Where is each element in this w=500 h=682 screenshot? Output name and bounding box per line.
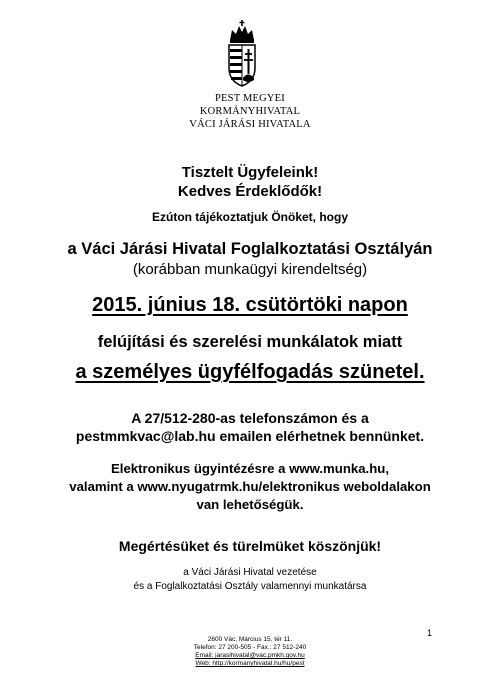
coat-of-arms-icon [222, 18, 262, 88]
footer-phone: Telefon: 27 200-505 - Fax.: 27 512-240 [193, 644, 307, 651]
online-line-2: valamint a www.nyugatrmk.hu/elektronikus weboldalakon [69, 479, 431, 494]
reason-line: felújítási és szerelési munkálatok miatt [97, 333, 403, 351]
page-number: 1 [427, 628, 433, 638]
institution-line-1: PEST MEGYEI [215, 93, 285, 104]
online-line-1: Elektronikus ügyintézésre a www.munka.hu, [111, 461, 389, 476]
intro-text: Ezúton tájékoztatjuk Önöket, hogy [151, 210, 348, 224]
signature [0, 566, 500, 594]
institution-line-3: VÁCI JÁRÁSI HIVATALA [189, 119, 311, 130]
online-line-3: van lehetőségük. [196, 497, 304, 512]
greeting-line-2: Kedves Érdeklődők! [177, 183, 323, 200]
online-info [0, 460, 500, 514]
footer-web: Web: http://kormanyhivatal.hu/hu/pest [195, 660, 305, 667]
contact-info [0, 409, 500, 445]
date-line: 2015. június 18. csütörtöki napon [92, 294, 408, 316]
contact-line-1: A 27/512-280-as telefonszámon és a [131, 410, 369, 426]
closure-line: a személyes ügyfélfogadás szünetel. [75, 361, 425, 383]
signature-line-2: és a Foglalkoztatási Osztály valamennyi munkatársa [133, 581, 367, 592]
office-name: a Váci Járási Hivatal Foglalkoztatási Osztályán [67, 240, 433, 258]
institution-line-2: KORMÁNYHIVATAL [199, 106, 301, 117]
office-former-name: (korábban munkaügyi kirendeltség) [132, 261, 368, 278]
footer-address: 2600 Vác, Március 15. tér 11. [207, 636, 293, 643]
footer-email: Email: jarasihivatal@vac.pmkh.gov.hu [195, 652, 305, 659]
signature-line-1: a Váci Járási Hivatal vezetése [183, 567, 317, 578]
greeting-line-1: Tisztelt Ügyfeleink! [181, 164, 319, 181]
contact-line-2: pestmmkvac@lab.hu emailen elérhetnek bennünket. [75, 428, 425, 444]
institution-name [0, 92, 500, 131]
thanks-line: Megértésüket és türelmüket köszönjük! [118, 538, 382, 554]
footer [0, 636, 500, 668]
greeting [0, 163, 500, 201]
